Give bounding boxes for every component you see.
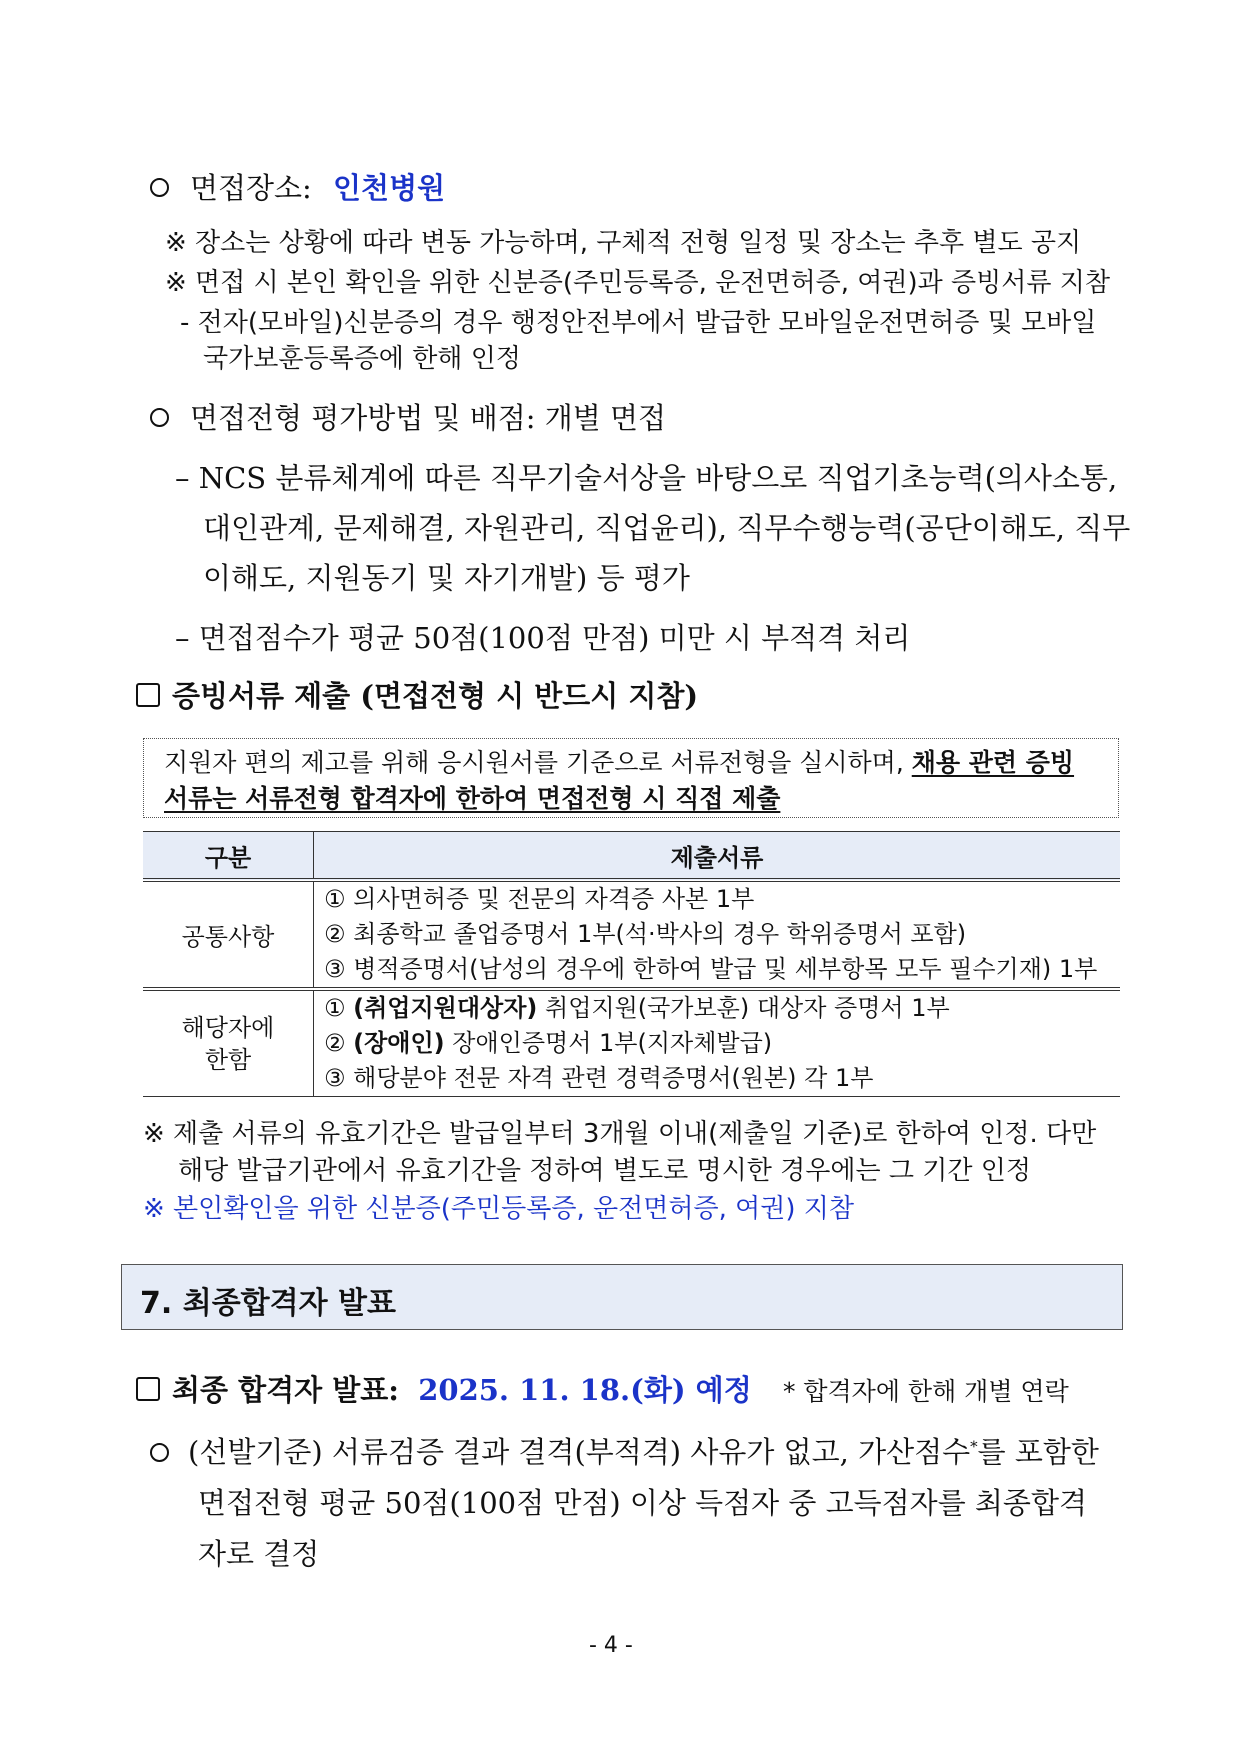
common-item-3: ③ 병적증명서(남성의 경우에 한하여 발급 및 세부항목 모두 필수기재) 1부 (324, 955, 1098, 983)
criteria-line-3: 자로 결정 (198, 1537, 320, 1571)
item-prefix: ① (324, 994, 354, 1022)
applicable-item-3 (314, 1061, 1120, 1096)
announcement-note: * 합격자에 한해 개별 연락 (782, 1377, 1069, 1406)
criteria-asterisk: * (970, 1437, 978, 1456)
evaluation-line-2: 대인관계, 문제해결, 자원관리, 직업윤리), 직무수행능력(공단이해도, 직무 (203, 511, 1131, 545)
evaluation-heading: 면접전형 평가방법 및 배점: 개별 면접 (190, 401, 667, 435)
documents-table (143, 831, 1120, 1097)
announcement-date: 2025. 11. 18.(화) 예정 (418, 1373, 752, 1407)
notice-line-1 (164, 743, 1074, 779)
item-bold: (장애인) (353, 1029, 445, 1057)
applicable-item-1 (314, 991, 1120, 1026)
criteria-line-2: 면접전형 평균 50점(100점 만점) 이상 득점자 중 고득점자를 최종합격 (198, 1486, 1087, 1520)
criteria-text-a: (선발기준) 서류검증 결과 결격(부적격) 사유가 없고, 가산점수 (188, 1435, 971, 1469)
header-category: 구분 (143, 832, 314, 881)
mobile-id-note-line-1: - 전자(모바일)신분증의 경우 행정안전부에서 발급한 모바일운전면허증 및 모바일 (180, 308, 1097, 338)
common-label: 공통사항 (143, 880, 314, 989)
applicable-label (143, 989, 314, 1097)
square-bullet-icon (136, 683, 160, 707)
submission-heading: 증빙서류 제출 (면접전형 시 반드시 지참) (172, 679, 699, 713)
section-7-header (121, 1264, 1123, 1330)
interview-place-value: 인천병원 (333, 171, 446, 205)
page-number: - 4 - (589, 1633, 633, 1658)
applicable-item-2 (314, 1026, 1120, 1061)
criteria-line-1 (188, 1430, 1099, 1471)
interview-place-note-2: ※ 면접 시 본인 확인을 위한 신분증(주민등록증, 운전면허증, 여권)과 증빙서류 지참 (165, 268, 1110, 298)
item-prefix: ③ (324, 1064, 354, 1092)
criteria-text-b: 를 포함한 (977, 1435, 1099, 1469)
common-item-2: ② 최종학교 졸업증명서 1부(석·박사의 경우 학위증명서 포함) (324, 920, 967, 948)
circle-bullet-icon (150, 1443, 169, 1462)
mobile-id-note-line-2: 국가보훈등록증에 한해 인정 (203, 344, 521, 374)
common-item-1: ① 의사면허증 및 전문의 자격증 사본 1부 (324, 885, 755, 913)
interview-place-line (190, 166, 445, 207)
item-prefix: ② (324, 1029, 354, 1057)
square-bullet-icon (136, 1377, 160, 1401)
interview-place-note-1: ※ 장소는 상황에 따라 변동 가능하며, 구체적 전형 일정 및 장소는 추후 별도 공지 (165, 228, 1082, 258)
item-rest: 해당분야 전문 자격 관련 경력증명서(원본) 각 1부 (353, 1064, 874, 1092)
item-rest: 취업지원(국가보훈) 대상자 증명서 1부 (537, 994, 950, 1022)
applicable-label-line-2: 한함 (204, 1045, 252, 1074)
announcement-label: 최종 합격자 발표: (172, 1373, 399, 1407)
notice-plain-text: 지원자 편의 제고를 위해 응시원서를 기준으로 서류전형을 실시하며, (164, 748, 912, 777)
evaluation-line-3: 이해도, 지원동기 및 자기개발) 등 평가 (203, 561, 690, 595)
header-documents: 제출서류 (314, 832, 1121, 881)
item-bold: (취업지원대상자) (353, 994, 538, 1022)
interview-place-label: 면접장소: (190, 171, 312, 205)
id-note: ※ 본인확인을 위한 신분증(주민등록증, 운전면허증, 여권) 지참 (143, 1194, 854, 1224)
evaluation-line-1: – NCS 분류체계에 따른 직무기술서상을 바탕으로 직업기초능력(의사소통, (175, 461, 1118, 495)
table-row-common (143, 880, 1120, 989)
table-row-applicable (143, 989, 1120, 1097)
submission-notice-box (143, 738, 1119, 818)
notice-bold-text-1: 채용 관련 증빙 (911, 748, 1075, 777)
evaluation-line-4: – 면접점수가 평균 50점(100점 만점) 미만 시 부적격 처리 (175, 621, 911, 655)
circle-bullet-icon (150, 178, 169, 197)
circle-bullet-icon (150, 408, 169, 427)
common-items-cell (314, 880, 1121, 989)
item-rest: 장애인증명서 1부(지자체발급) (444, 1029, 773, 1057)
applicable-items-cell (314, 989, 1121, 1097)
announcement-line (172, 1368, 1069, 1409)
applicable-label-line-1: 해당자에 (181, 1013, 275, 1042)
validity-note-line-2: 해당 발급기관에서 유효기간을 정하여 별도로 명시한 경우에는 그 기간 인정 (178, 1156, 1031, 1186)
validity-note-line-1: ※ 제출 서류의 유효기간은 발급일부터 3개월 이내(제출일 기준)로 한하여 인정. 다만 (143, 1119, 1097, 1149)
section-7-title: 7. 최종합격자 발표 (140, 1286, 397, 1321)
notice-line-2: 서류는 서류전형 합격자에 한하여 면접전형 시 직접 제출 (164, 784, 781, 813)
table-header-row (143, 832, 1120, 881)
